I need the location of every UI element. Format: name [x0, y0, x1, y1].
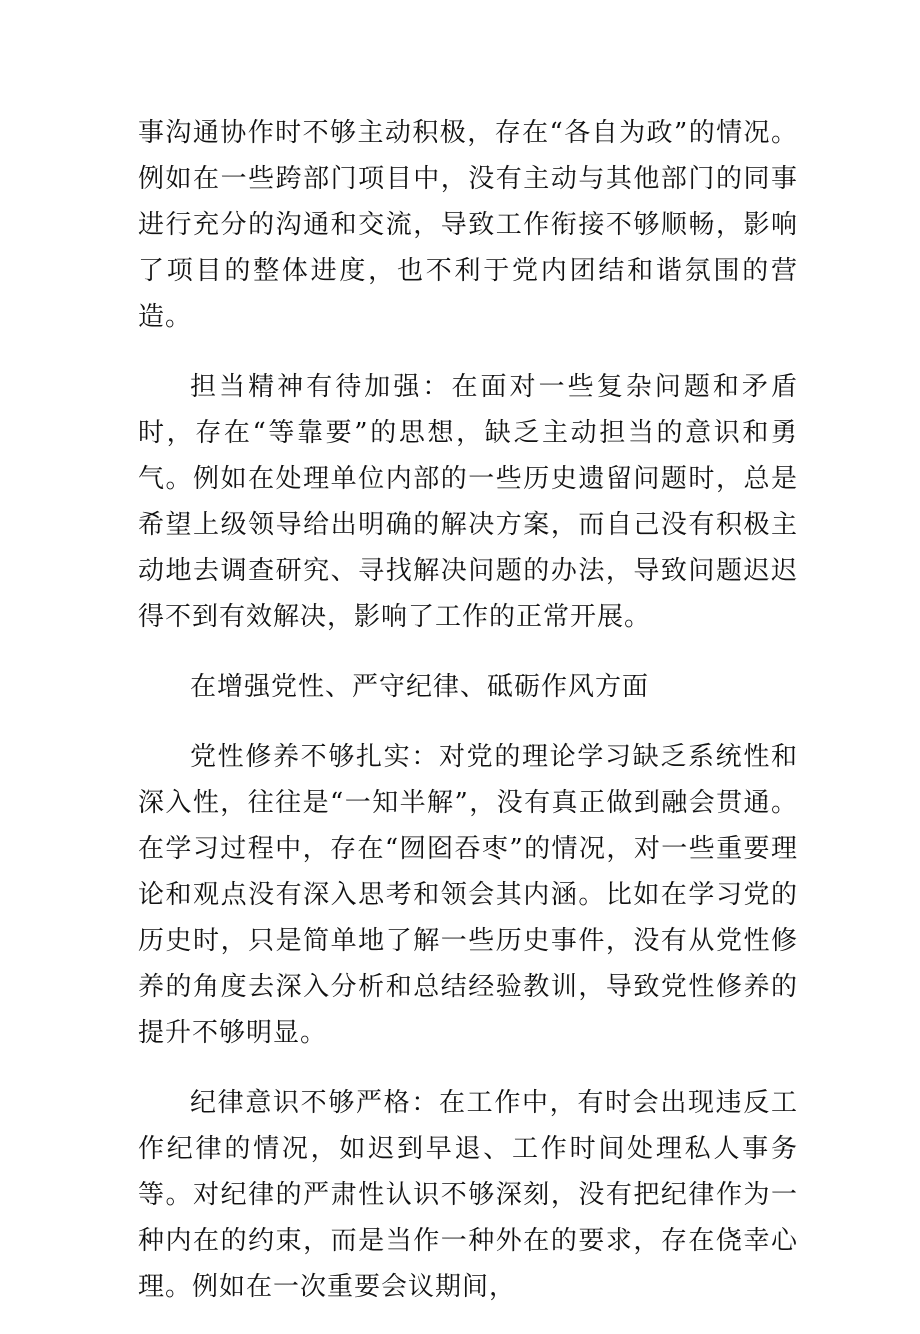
paragraph-continued: 事沟通协作时不够主动积极，存在“各自为政”的情况。例如在一些跨部门项目中，没有主动与其他部门的同事进行充分的沟通和交流，导致工作衔接不够顺畅，影响了项目的整体进度，也不利于党内团结和谐氛围的营造。 [138, 118, 798, 332]
paragraph-discipline: 纪律意识不够严格：在工作中，有时会出现违反工作纪律的情况，如迟到早退、工作时间处理私人事务等。对纪律的严肃性认识不够深刻，没有把纪律作为一种内在的约束，而是当作一种外在的要求，存在侥幸心理。例如在一次重要会议期间， [138, 1088, 798, 1302]
paragraph-party-spirit: 党性修养不够扎实：对党的理论学习缺乏系统性和深入性，往往是“一知半解”，没有真正做到融会贯通。在学习过程中，存在“囫囵吞枣”的情况，对一些重要理论和观点没有深入思考和领会其内涵。比如在学习党的历史时，只是简单地了解一些历史事件，没有从党性修养的角度去深入分析和总结经验教训，导致党性修养的提升不够明显。 [138, 742, 798, 1048]
document-body [138, 110, 798, 1334]
section-heading: 在增强党性、严守纪律、砥砺作风方面 [190, 672, 650, 702]
paragraph-responsibility: 担当精神有待加强：在面对一些复杂问题和矛盾时，存在“等靠要”的思想，缺乏主动担当的意识和勇气。例如在处理单位内部的一些历史遗留问题时，总是希望上级领导给出明确的解决方案，而自己没有积极主动地去调查研究、寻找解决问题的办法，导致问题迟迟得不到有效解决，影响了工作的正常开展。 [138, 372, 798, 632]
